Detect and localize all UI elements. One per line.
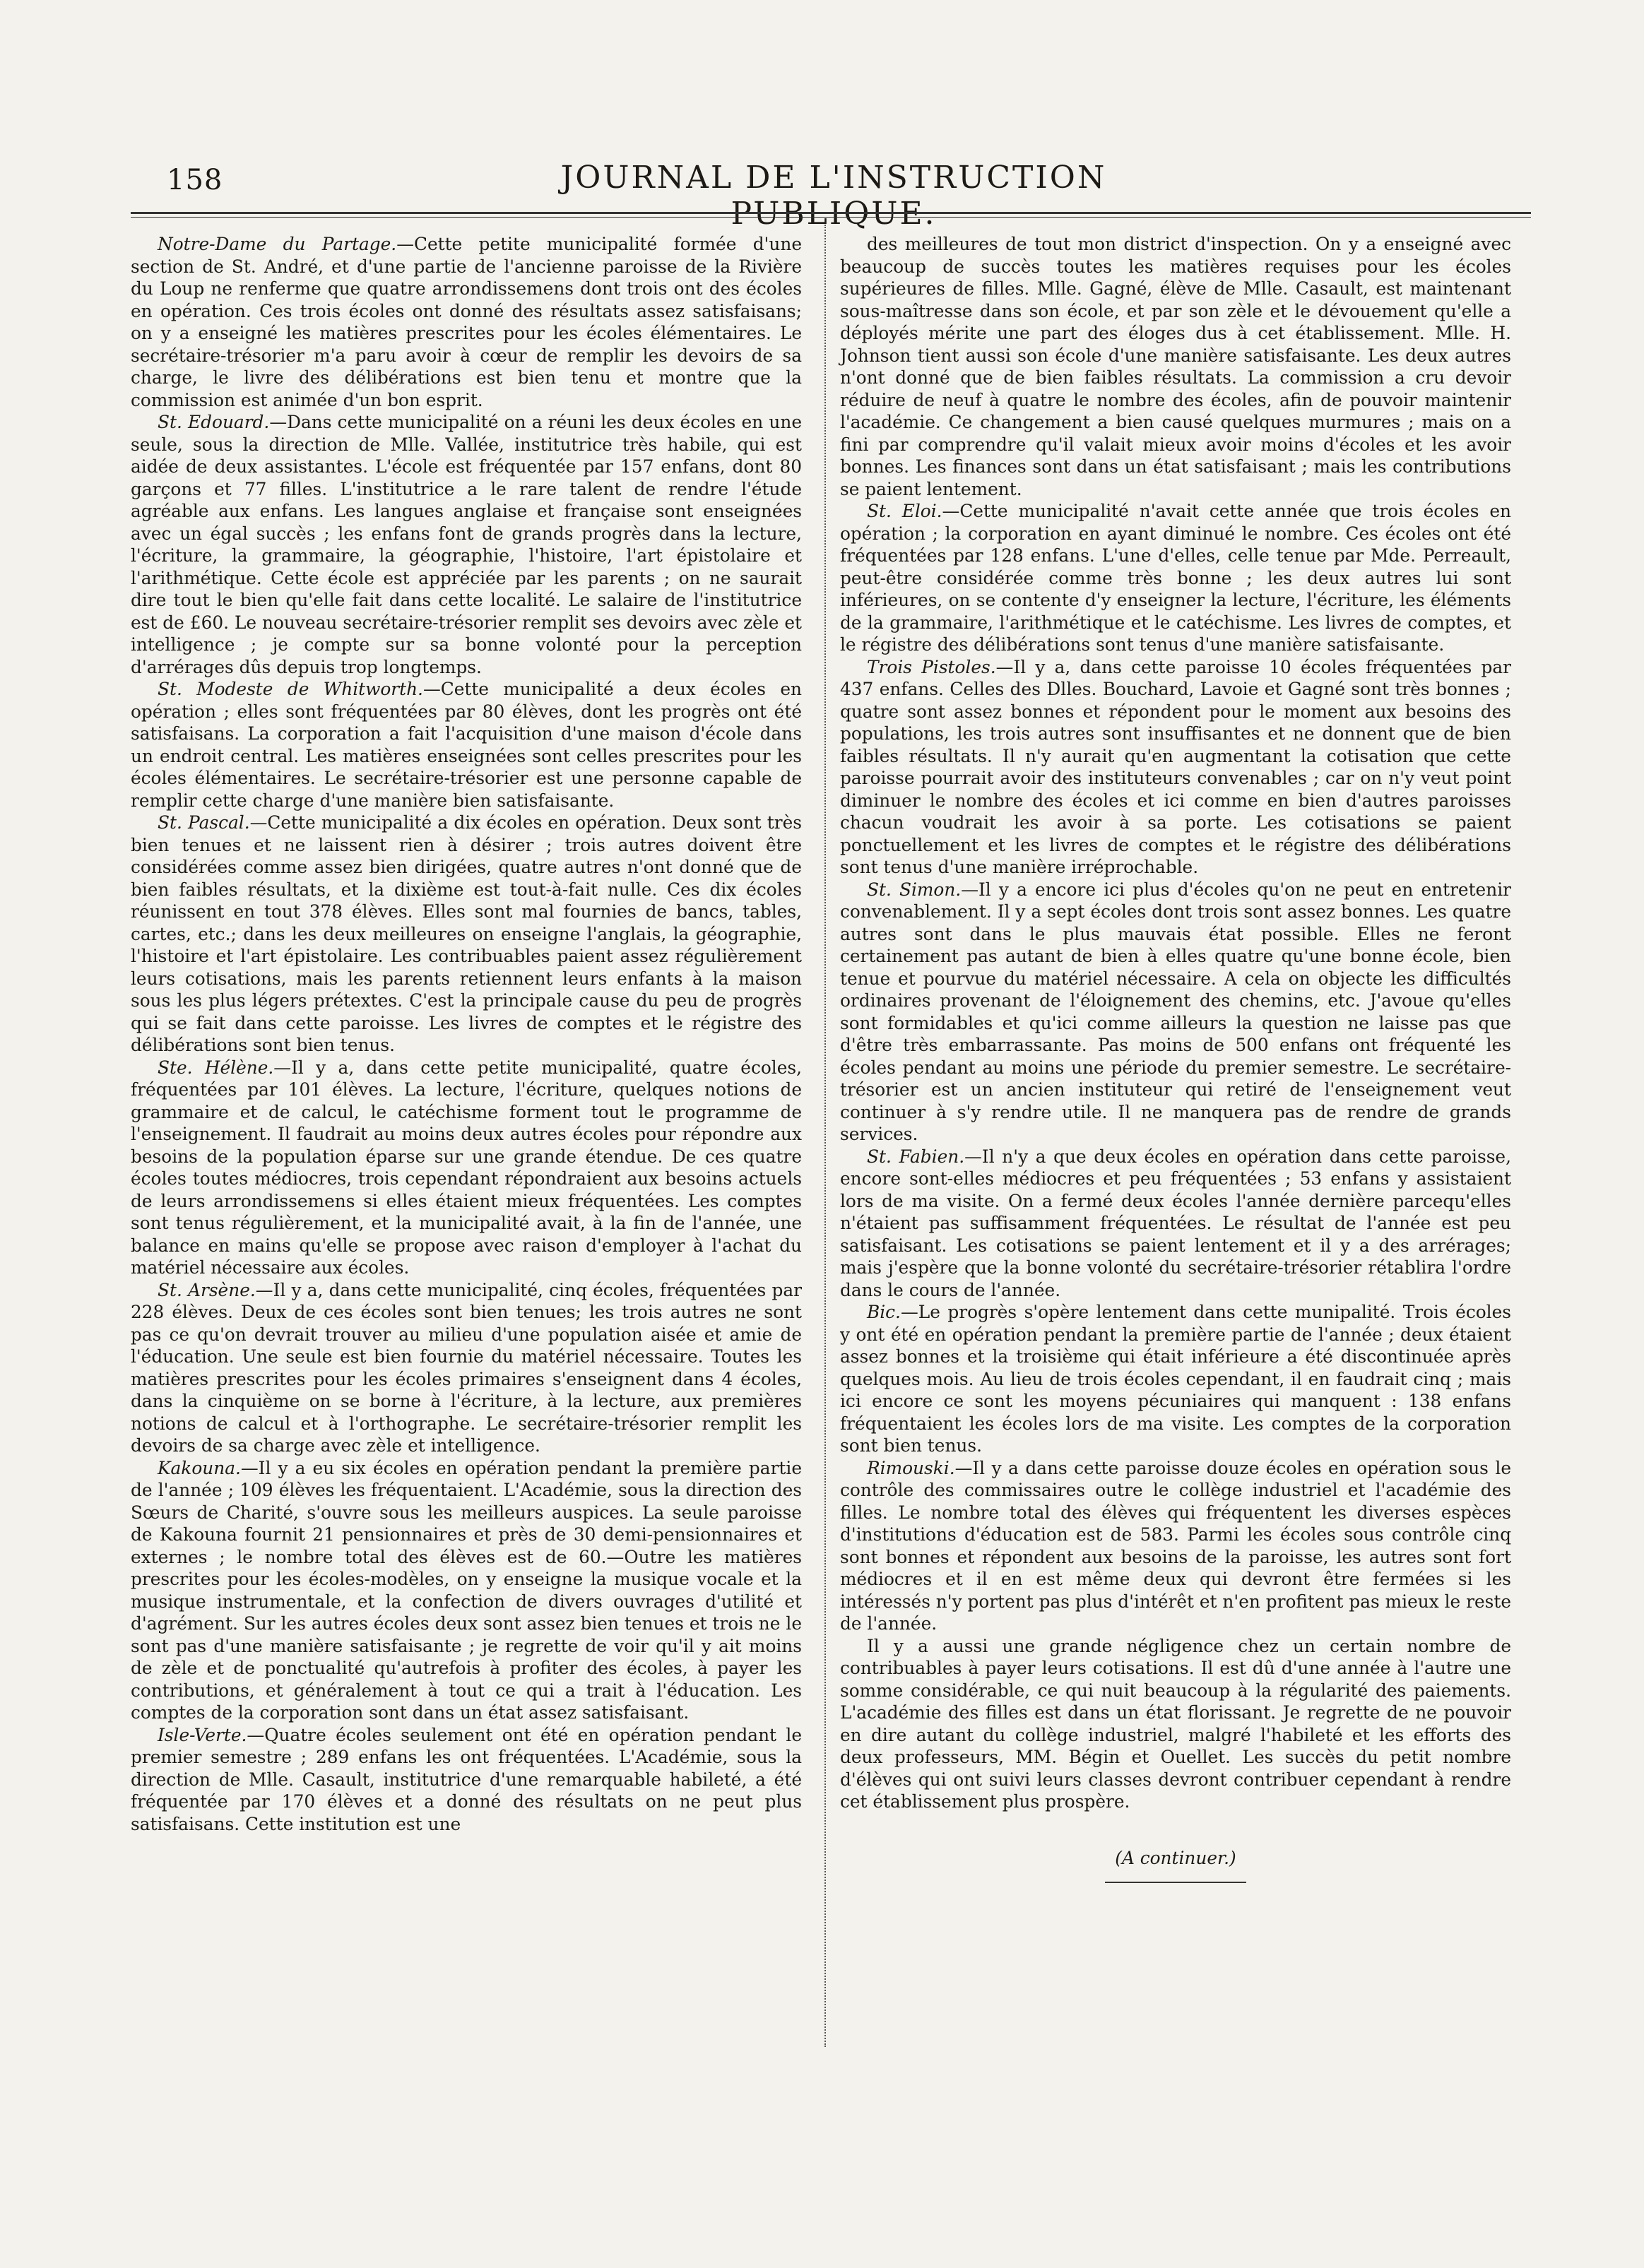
parish-name: St. Simon. bbox=[867, 879, 962, 900]
paragraph bbox=[131, 1724, 802, 1836]
parish-name: Notre-Dame du Partage. bbox=[158, 234, 397, 254]
parish-name: Trois Pistoles. bbox=[867, 656, 996, 677]
paragraph-text: —Le progrès s'opère lentement dans cette munipalité. Trois écoles y ont été en opération pendant la première partie de l'année ; deux étaient assez bonnes et la troisième qui était inférieure a été discontinuée après quelques mois. Au lieu de trois écoles cependant, il en faudrait cinq ; mais ici encore ce sont les moyens pécuniaires qui manquent : 138 enfans fréquentaient les écoles lors de ma visite. Les comptes de la corporation sont bien tenus. bbox=[840, 1302, 1511, 1456]
parish-name: Kakouna. bbox=[158, 1457, 241, 1478]
parish-name: Rimouski. bbox=[867, 1457, 955, 1478]
parish-name: St. Edouard. bbox=[158, 412, 270, 432]
paragraph bbox=[131, 1057, 802, 1279]
paragraph bbox=[131, 1279, 802, 1457]
page-number: 158 bbox=[167, 164, 223, 196]
parish-name: St. Arsène. bbox=[158, 1279, 256, 1300]
parish-name: Bic. bbox=[867, 1302, 901, 1322]
paragraph-text: —Il y a eu six écoles en opération pendant la première partie de l'année ; 109 élèves les fréquentaient. L'Académie, sous la direction des Sœurs de Charité, s'ouvre sous les meilleurs auspices. La seule paroisse de Kakouna fournit 21 pensionnaires et près de 30 demi-pensionnaires et externes ; le nombre total des élèves est de 60.—Outre les matières prescrites pour les écoles-modèles, on y enseigne la musique vocale et la musique instrumentale, et la confection de divers ouvrages d'utilité et d'agrément. Sur les autres écoles deux sont assez bien tenues et trois ne le sont pas d'une manière satisfaisante ; je regrette de voir qu'il y ait moins de zèle et de ponctualité qu'autrefois à profiter des écoles, à payer les contributions, et généralement à tout ce qui a trait à l'éducation. Les comptes de la corporation sont dans un état assez satisfaisant. bbox=[131, 1457, 802, 1723]
paragraph bbox=[840, 500, 1511, 656]
paragraph-text: Il y a aussi une grande négligence chez un certain nombre de contribuables à payer leurs cotisations. Il est dû d'une année à l'autre une somme considérable, ce qui nuit beaucoup à la régularité des paiements. L'académie des filles est dans un état florissant. Je regrette de ne pouvoir en dire autant du collège industriel, malgré l'habileté et les efforts des deux professeurs, MM. Bégin et Ouellet. Les succès du petit nombre d'élèves qui ont suivi leurs classes devront contribuer cependant à rendre cet établissement plus prospère. bbox=[840, 1635, 1511, 1812]
paragraph-text: —Dans cette municipalité on a réuni les deux écoles en une seule, sous la direction de Mlle. Vallée, institutrice très habile, qui est aidée de deux assistantes. L'école est fréquentée par 157 enfans, dont 80 garçons et 77 filles. L'institutrice a le rare talent de rendre l'étude agréable aux enfans. Les langues anglaise et française sont enseignées avec un égal succès ; les enfans font de grands progrès dans la lecture, l'écriture, la grammaire, la géographie, l'histoire, l'art épistolaire et l'arithmétique. Cette école est appréciée par les parents ; on ne saurait dire tout le bien qu'elle fait dans cette localité. Le salaire de l'institutrice est de £60. Le nouveau secrétaire-trésorier remplit ses devoirs avec zèle et intelligence ; je compte sur sa bonne volonté pour la perception d'arrérages dûs depuis trop longtemps. bbox=[131, 412, 802, 677]
paragraph-text: —Cette petite municipalité formée d'une section de St. André, et d'une partie de l'ancienne paroisse de la Rivière du Loup ne renferme que quatre arrondissemens dont trois ont des écoles en opération. Ces trois écoles ont donné des résultats assez satisfaisans; on y a enseigné les matières prescrites pour les écoles élémentaires. Le secrétaire-trésorier m'a paru avoir à cœur de remplir les devoirs de sa charge, le livre des délibérations est bien tenu et montre que la commission est animée d'un bon esprit. bbox=[131, 234, 802, 410]
paragraph bbox=[840, 233, 1511, 500]
paragraph-text: —Il y a encore ici plus d'écoles qu'on ne peut en entretenir convenablement. Il y a sept écoles dont trois sont assez bonnes. Les quatre autres sont dans le plus mauvais état possible. Elles ne feront certainement pas autant de bien à elles quatre qu'une bonne école, bien tenue et pourvue du matériel nécessaire. A cela on objecte les difficultés ordinaires provenant de l'éloignement des chemins, etc. J'avoue qu'elles sont formidables et qu'ici comme ailleurs la question ne laisse pas que d'être très embarrassante. Pas moins de 500 enfans ont fréquenté les écoles pendant au moins une période du premier semestre. Le secrétaire-trésorier est un ancien instituteur qui retiré de l'enseignement veut continuer à s'y rendre utile. Il ne manquera pas de rendre de grands services. bbox=[840, 879, 1511, 1144]
paragraph-text: —Cette municipalité a deux écoles en opération ; elles sont fréquentées par 80 élèves, dont les progrès ont été satisfaisans. La corporation a fait l'acquisition d'une maison d'école dans un endroit central. Les matières enseignées sont celles prescrites pour les écoles élémentaires. Le secrétaire-trésorier est une personne capable de remplir cette charge d'une manière bien satisfaisante. bbox=[131, 679, 802, 811]
paragraph-text: des meilleures de tout mon district d'inspection. On y a enseigné avec beaucoup de succès toutes les matières requises pour les écoles supérieures de filles. Mlle. Gagné, élève de Mlle. Casault, est maintenant sous-maîtresse dans son école, et par son zèle et le dévouement qu'elle a déployés mérite une part des éloges dus à cet établissement. Mlle. H. Johnson tient aussi son école d'une manière satisfaisante. Les deux autres n'ont donné que de bien faibles résultats. La commission a cru devoir réduire de neuf à quatre le nombre des écoles, afin de pouvoir maintenir l'académie. Ce changement a bien causé quelques murmures ; mais on a fini par comprendre qu'il valait mieux avoir moins d'écoles et les avoir bonnes. Les finances sont dans un état satisfaisant ; mais les contributions se paient lentement. bbox=[840, 234, 1511, 499]
paragraph-text: —Il y a, dans cette municipalité, cinq écoles, fréquentées par 228 élèves. Deux de ces écoles sont bien tenues; les trois autres ne sont pas ce qu'on devrait trouver au milieu d'une population aisée et amie de l'éducation. Une seule est bien fournie du matériel nécessaire. Toutes les matières prescrites pour les écoles primaires s'enseignent dans 4 écoles, dans la cinquième on se borne à l'écriture, à la lecture, aux premières notions de calcul et à l'orthographe. Le secrétaire-trésorier remplit les devoirs de sa charge avec zèle et intelligence. bbox=[131, 1279, 802, 1456]
paragraph bbox=[840, 1457, 1511, 1635]
paragraph-text: —Cette municipalité n'avait cette année que trois écoles en opération ; la corporation en ayant diminué le nombre. Ces écoles ont été fréquentées par 128 enfans. L'une d'elles, celle tenue par Mde. Perreault, peut-être considérée comme très bonne ; les deux autres lui sont inférieures, on se contente d'y enseigner la lecture, l'écriture, les éléments de la grammaire, l'arithmétique et le catéchisme. Les livres de comptes, et le régistre des délibérations sont tenus d'une manière satisfaisante. bbox=[840, 501, 1511, 655]
end-rule bbox=[1105, 1882, 1246, 1883]
parish-name: St. Modeste de Whitworth. bbox=[158, 679, 423, 699]
parish-name: Isle-Verte. bbox=[158, 1724, 247, 1745]
paragraph-text: —Cette municipalité a dix écoles en opération. Deux sont très bien tenues et ne laissent rien à désirer ; trois autres doivent être considérées comme assez bien dirigées, quatre autres n'ont donné que de bien faibles résultats, et la dixième est tout-à-fait nulle. Ces dix écoles réunissent en tout 378 élèves. Elles sont mal fournies de bancs, tables, cartes, etc.; dans les deux meilleures on enseigne l'anglais, la géographie, l'histoire et l'art épistolaire. Les contribuables paient assez régulièrement leurs cotisations, mais les parents retiennent leurs enfants à la maison sous les plus légers prétextes. C'est la principale cause du peu de progrès qui se fait dans cette paroisse. Les livres de comptes et le régistre des délibérations sont bien tenus. bbox=[131, 812, 803, 1055]
parish-name: St. Eloi. bbox=[867, 501, 942, 521]
parish-name: St. Pascal. bbox=[158, 812, 250, 833]
paragraph bbox=[840, 1301, 1511, 1457]
parish-name: St. Fabien. bbox=[867, 1146, 965, 1167]
paragraph-text: —Il y a, dans cette paroisse 10 écoles fréquentées par 437 enfans. Celles des Dlles. Bouchard, Lavoie et Gagné sont très bonnes ; quatre sont assez bonnes et répondent pour le moment aux besoins des populations, les trois autres sont insuffisantes et ne donnent que de bien faibles résultats. Il n'y aurait qu'en augmentant la cotisation que cette paroisse pourrait avoir des instituteurs convenables ; car on n'y veut point diminuer le nombre des écoles et ici comme en bien d'autres paroisses chacun voudrait les avoir à sa porte. Les cotisations se paient ponctuellement et les livres de comptes et le régistre des délibérations sont tenus d'une manière irréprochable. bbox=[840, 656, 1511, 877]
column-left bbox=[131, 233, 802, 1835]
continued-note: (A continuer.) bbox=[1115, 1847, 1236, 1868]
paragraph bbox=[131, 678, 802, 812]
paragraph bbox=[840, 879, 1511, 1146]
header-rule bbox=[131, 212, 1531, 218]
paragraph-text: —Il n'y a que deux écoles en opération dans cette paroisse, encore sont-elles médiocres et peu fréquentées ; 53 enfans y assistaient lors de ma visite. On a fermé deux écoles l'année dernière parcequ'elles n'étaient pas suffisamment fréquentées. Le résultat de l'année est peu satisfaisant. Les cotisations se paient lentement et il y a des arrérages; mais j'espère que la bonne volonté du secrétaire-trésorier rétablira l'ordre dans le cours de l'année. bbox=[840, 1146, 1511, 1300]
paragraph bbox=[131, 411, 802, 678]
paragraph-text: —Il y a, dans cette petite municipalité, quatre écoles, fréquentées par 101 élèves. La lecture, l'écriture, quelques notions de grammaire et de calcul, le catéchisme forment tout le programme de l'enseignement. Il faudrait au moins deux autres écoles pour répondre aux besoins de la population éparse sur une grande étendue. De ces quatre écoles toutes médiocres, trois cependant répondraient aux besoins actuels de leurs arrondissemens si elles étaient mieux fréquentées. Les comptes sont tenus régulièrement, et la municipalité avait, à la fin de l'année, une balance en mains qu'elle se propose avec raison d'employer à l'achat du matériel nécessaire aux écoles. bbox=[131, 1057, 802, 1278]
paragraph-text: —Il y a dans cette paroisse douze écoles en opération sous le contrôle des commissaires outre le collège industriel et l'académie des filles. Le nombre total des élèves qui fréquentent les diverses espèces d'institutions d'éducation est de 583. Parmi les écoles sous contrôle cinq sont bonnes et répondent aux besoins de la paroisse, les autres sont fort médiocres et il en est même deux qui devront être fermées si les intéressés n'y portent pas plus d'intérêt et n'en profitent pas mieux le reste de l'année. bbox=[840, 1457, 1511, 1634]
paragraph bbox=[131, 233, 802, 411]
paragraph bbox=[131, 1457, 802, 1724]
parish-name: Ste. Hélène. bbox=[158, 1057, 274, 1078]
paragraph-text: —Quatre écoles seulement ont été en opération pendant le premier semestre ; 289 enfans les ont fréquentées. L'Académie, sous la direction de Mlle. Casault, institutrice d'une remarquable habileté, a été fréquentée par 170 élèves et a donné des résultats on ne peut plus satisfaisans. Cette institution est une bbox=[131, 1724, 802, 1834]
paragraph bbox=[131, 812, 802, 1057]
column-divider bbox=[824, 225, 826, 2047]
column-right bbox=[840, 233, 1511, 1883]
paragraph bbox=[840, 656, 1511, 879]
paragraph bbox=[840, 1146, 1511, 1302]
running-head: JOURNAL DE L'INSTRUCTION PUBLIQUE. bbox=[560, 160, 1107, 232]
paragraph bbox=[840, 1635, 1511, 1813]
